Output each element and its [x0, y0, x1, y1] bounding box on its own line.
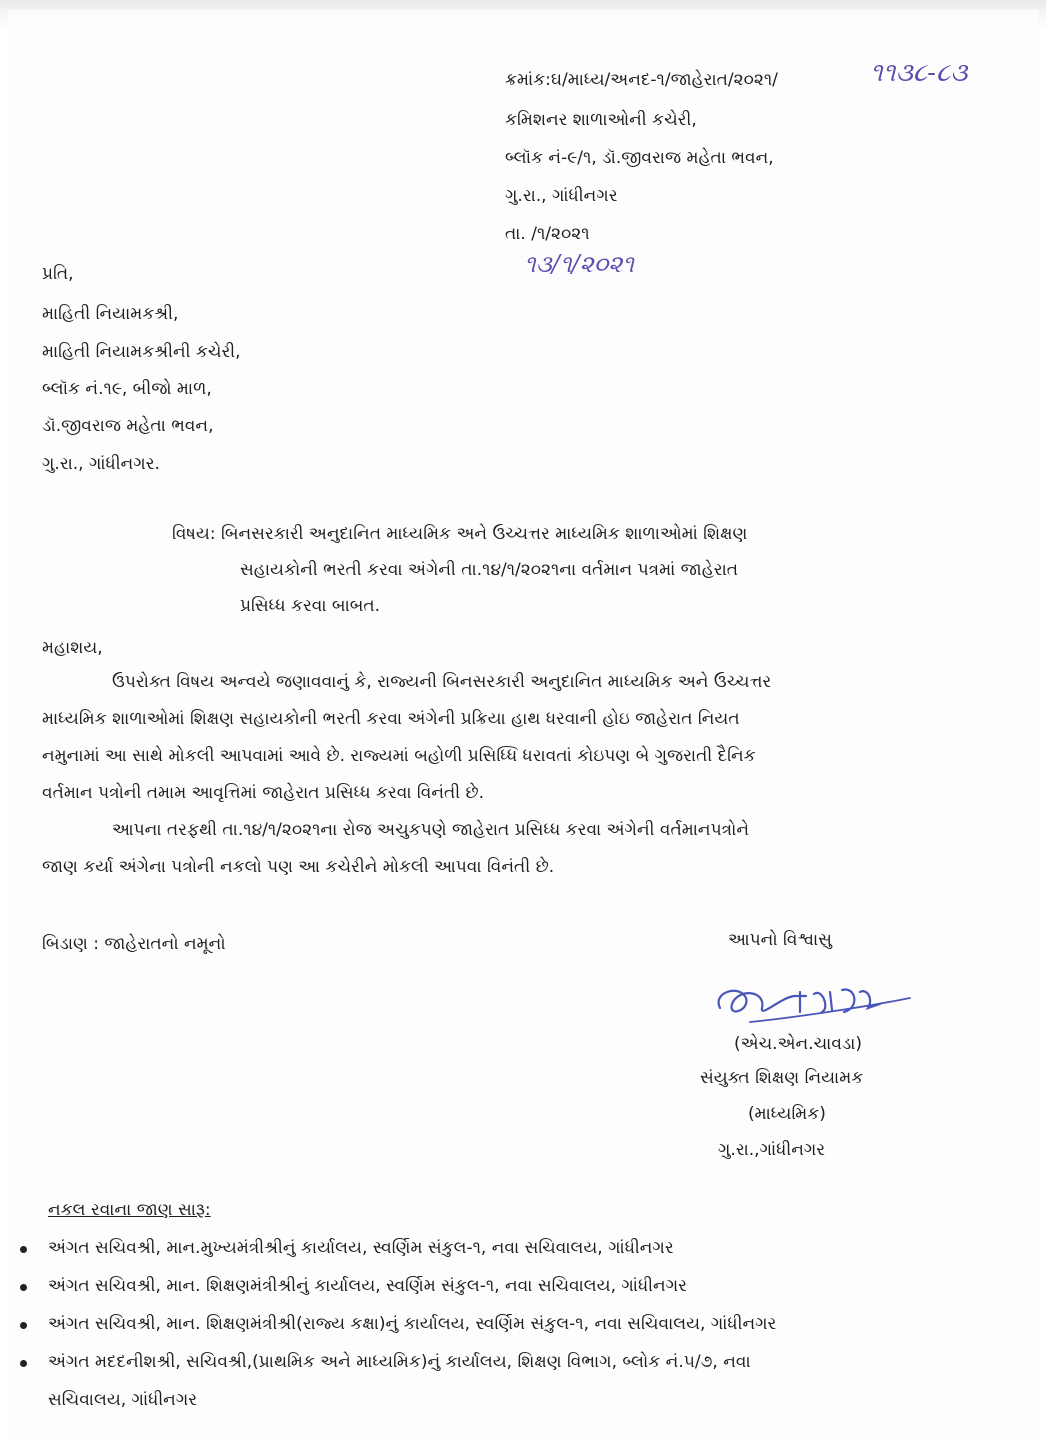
copy-to-heading: નકલ રવાના જાણ સારૂ:: [48, 1200, 211, 1220]
body-p2-line2: જાણ કર્યા અંગેના પત્રોની નકલો પણ આ કચેરીને મોકલી આપવા વિનંતી છે.: [42, 857, 555, 877]
recipient-line3: બ્લૉક નં.૧૯, બીજો માળ,: [42, 379, 212, 399]
signatory-place: ગુ.રા.,ગાંધીનગર: [718, 1140, 826, 1160]
subject-line3: પ્રસિધ્ધ કરવા બાબત.: [240, 596, 381, 616]
body-p2-line1: આપના તરફથી તા.૧૪/૧/૨૦૨૧ના રોજ અચુકપણે જાહેરાત પ્રસિધ્ધ કરવા અંગેની વર્તમાનપત્રોને: [112, 820, 749, 840]
bullet-icon: [20, 1284, 27, 1291]
recipient-to: પ્રતિ,: [42, 264, 74, 284]
copy-to-item-continued: સચિવાલય, ગાંધીનગર: [48, 1390, 198, 1410]
bullet-icon: [20, 1360, 27, 1367]
letter-date: તા. /૧/૨૦૨૧: [505, 224, 590, 244]
copy-to-item: અંગત સચિવશ્રી, માન. શિક્ષણમંત્રીશ્રીનું કાર્યાલય, સ્વર્ણિમ સંકુલ-૧, નવા સચિવાલય, ગાંધીનગર: [48, 1276, 687, 1296]
ref-number: ક્રમાંક:ઘ/માધ્ય/અનદ-૧/જાહેરાત/૨૦૨૧/: [505, 70, 778, 90]
recipient-line5: ગુ.રા., ગાંધીનગર.: [42, 454, 160, 474]
signature-image: [710, 978, 920, 1038]
signatory-dept: (માધ્યમિક): [748, 1104, 826, 1124]
date-handwritten: ૧૩/૧/૨૦૨૧: [524, 250, 635, 278]
bullet-icon: [20, 1246, 27, 1253]
recipient-line2: માહિતી નિયામકશ્રીની કચેરી,: [42, 342, 241, 362]
signatory-designation: સંયુક્ત શિક્ષણ નિયામક: [700, 1068, 864, 1088]
copy-to-item: અંગત મદદનીશશ્રી, સચિવશ્રી,(પ્રાથમિક અને માધ્યમિક)નું કાર્યાલય, શિક્ષણ વિભાગ, બ્લોક નં.૫/૭, નવા: [48, 1352, 751, 1372]
body-p1-line2: માધ્યમિક શાળાઓમાં શિક્ષણ સહાયકોની ભરતી કરવા અંગેની પ્રક્રિયા હાથ ધરવાની હોઇ જાહેરાત નિયત: [42, 709, 740, 729]
office-address-line2: ગુ.રા., ગાંધીનગર: [505, 186, 618, 206]
subject-line1: વિષય: બિનસરકારી અનુદાનિત માધ્યમિક અને ઉચ્ચત્તર માધ્યમિક શાળાઓમાં શિક્ષણ: [172, 524, 748, 544]
body-p1-line1: ઉપરોક્ત વિષય અન્વયે જણાવવાનું કે, રાજ્યની બિનસરકારી અનુદાનિત માધ્યમિક અને ઉચ્ચત્તર: [112, 672, 772, 692]
copy-to-item: અંગત સચિવશ્રી, માન. શિક્ષણમંત્રીશ્રી(રાજ્ય કક્ષા)નું કાર્યાલય, સ્વર્ણિમ સંકુલ-૧, નવા સચિવાલય, ગાંધીનગર: [48, 1314, 777, 1334]
copy-to-item: અંગત સચિવશ્રી, માન.મુખ્યમંત્રીશ્રીનું કાર્યાલય, સ્વર્ણિમ સંકુલ-૧, નવા સચિવાલય, ગાંધીનગર: [48, 1238, 674, 1258]
bullet-icon: [20, 1322, 27, 1329]
body-p1-line3: નમુનામાં આ સાથે મોકલી આપવામાં આવે છે. રાજ્યમાં બહોળી પ્રસિધ્ધિ ધરાવતાં કોઇપણ બે ગુજરાતી દૈનિક: [42, 746, 756, 766]
recipient-line1: માહિતી નિયામકશ્રી,: [42, 304, 179, 324]
closing-yours: આપનો વિશ્વાસુ: [728, 930, 832, 950]
office-name: કમિશનર શાળાઓની કચેરી,: [505, 110, 697, 130]
ref-handwritten: ૧૧૩૮-૮૩: [870, 58, 968, 88]
signatory-name: (એચ.એન.ચાવડા): [734, 1034, 863, 1054]
body-p1-line4: વર્તમાન પત્રોની તમામ આવૃત્તિમાં જાહેરાત પ્રસિધ્ધ કરવા વિનંતી છે.: [42, 783, 485, 803]
office-address-line1: બ્લૉક નં-૯/૧, ડૉ.જીવરાજ મહેતા ભવન,: [505, 148, 774, 168]
enclosure: બિડાણ : જાહેરાતનો નમૂનો: [42, 934, 226, 954]
salutation: મહાશય,: [42, 638, 103, 658]
subject-line2: સહાયકોની ભરતી કરવા અંગેની તા.૧૪/૧/૨૦૨૧ના વર્તમાન પત્રમાં જાહેરાત: [240, 560, 739, 580]
recipient-line4: ડૉ.જીવરાજ મહેતા ભવન,: [42, 416, 214, 436]
